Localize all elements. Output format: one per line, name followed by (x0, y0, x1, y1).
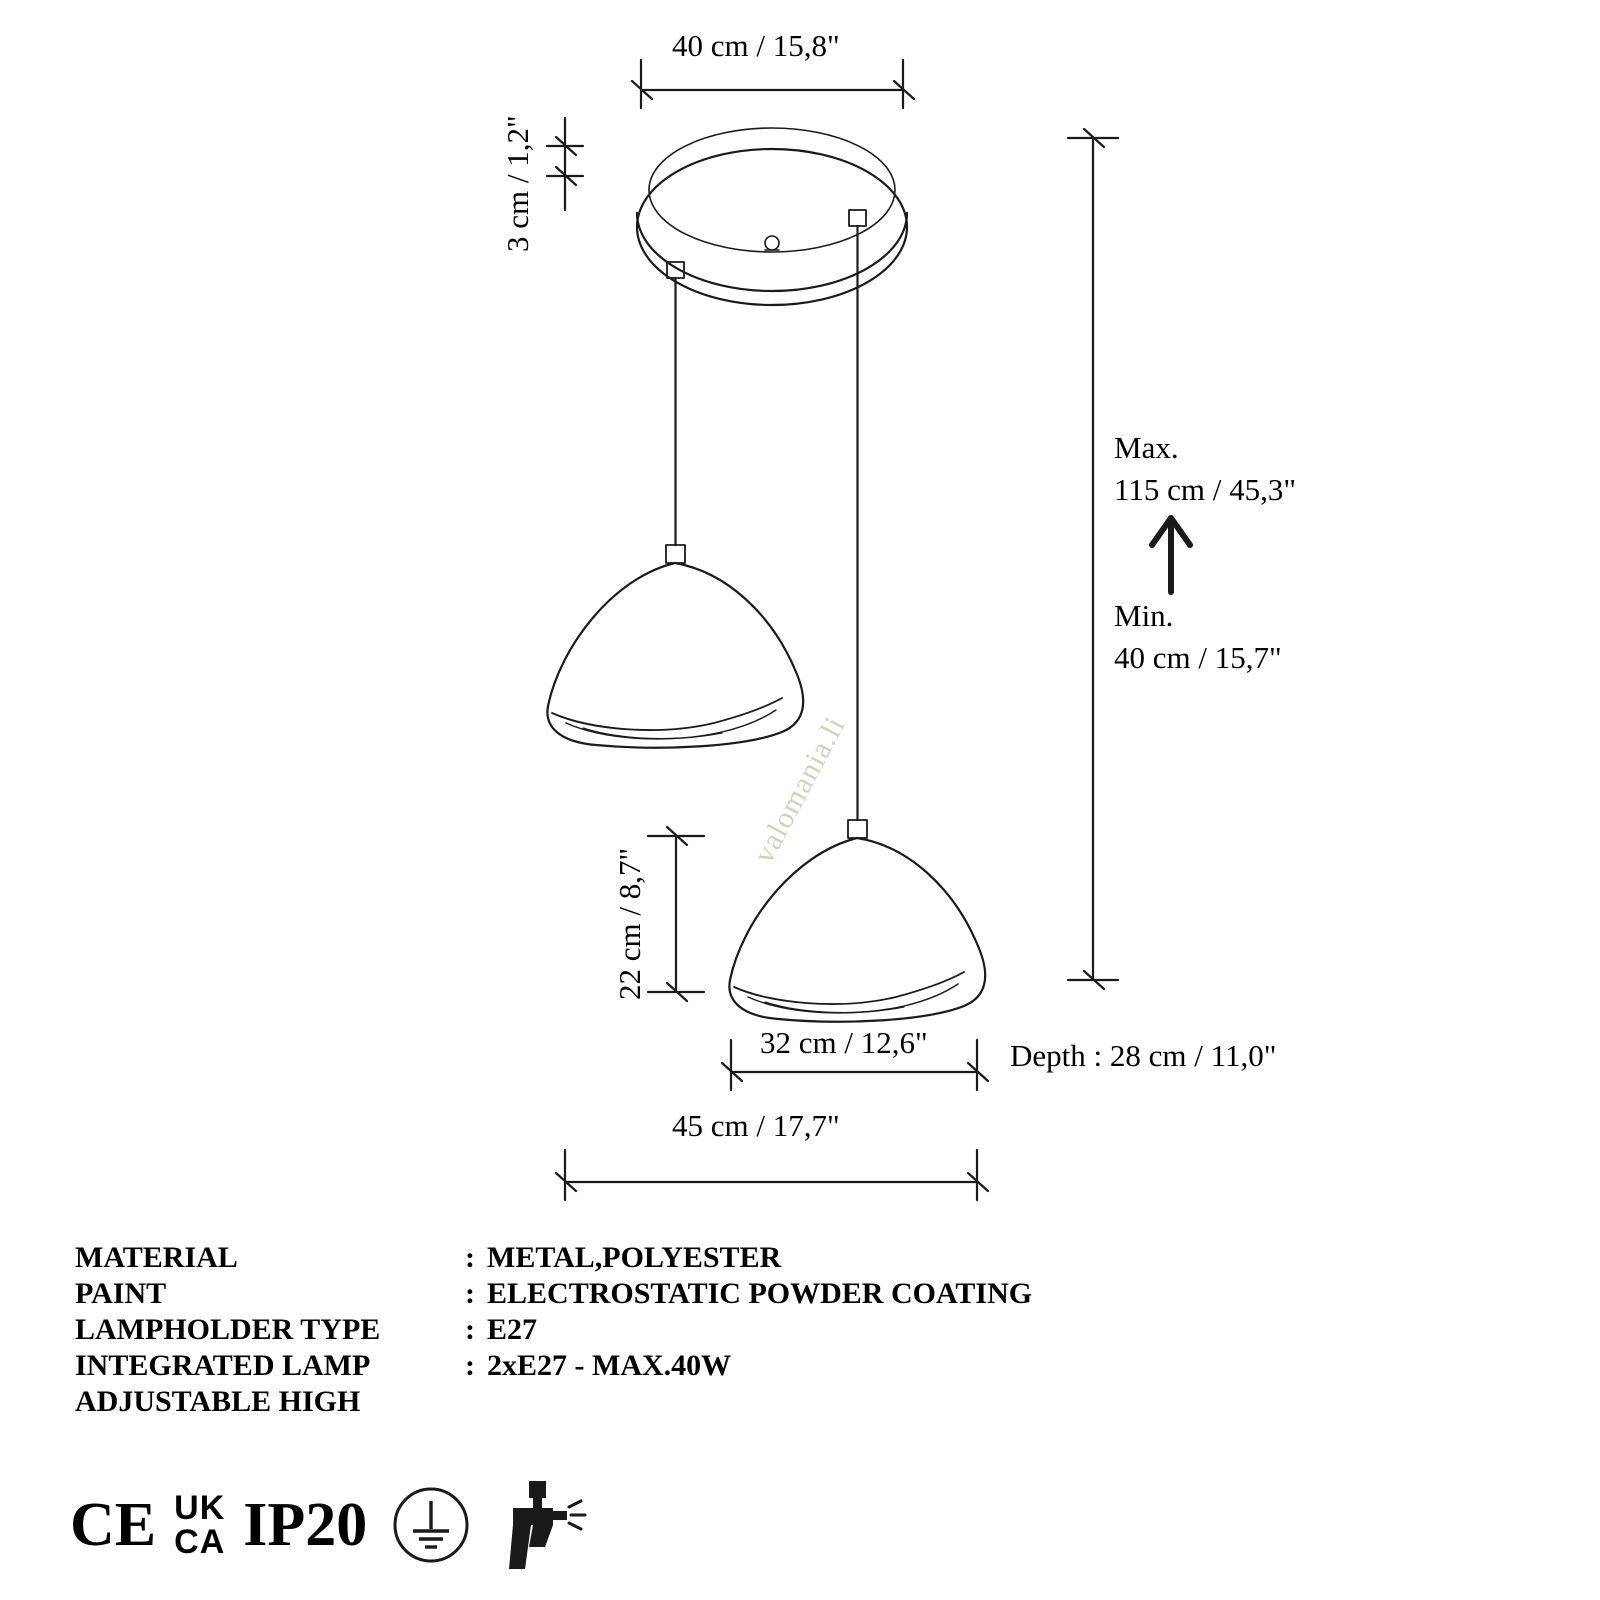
spec-row-integrated-lamp (75, 1348, 1032, 1384)
label-overall-width: 45 cm / 17,7" (672, 1108, 840, 1143)
spec-value-material: METAL,POLYESTER (487, 1241, 782, 1274)
ukca-line1: UK (174, 1489, 226, 1527)
label-max-drop-title: Max. (1114, 430, 1179, 465)
spec-key-material: MATERIAL (75, 1241, 238, 1274)
dim-canopy-height (547, 118, 583, 210)
label-canopy-diameter: 40 cm / 15,8" (672, 28, 840, 63)
earth-ground-icon (385, 1479, 477, 1571)
shade-left (547, 563, 803, 748)
label-shade-width: 32 cm / 12,6" (760, 1025, 928, 1060)
ip-rating-label: IP20 (243, 1491, 368, 1559)
spec-value-paint: ELECTROSTATIC POWDER COATING (487, 1277, 1033, 1310)
spray-gun-icon (495, 1477, 591, 1573)
certification-badges (70, 1480, 591, 1570)
label-max-drop-value: 115 cm / 45,3" (1114, 472, 1296, 507)
dim-shade-height (648, 827, 704, 1001)
ce-mark-icon: CE (70, 1491, 157, 1559)
shade-right (729, 838, 985, 1022)
label-shade-height: 22 cm / 8,7" (612, 847, 647, 1000)
label-min-drop-value: 40 cm / 15,7" (1114, 640, 1282, 675)
spec-colon: : (465, 1277, 475, 1310)
spec-row-paint (75, 1276, 1032, 1312)
spec-row-adjustable-high (75, 1384, 1032, 1420)
label-canopy-height: 3 cm / 1,2" (500, 115, 535, 252)
spec-key-paint: PAINT (75, 1277, 167, 1310)
spec-row-material (75, 1240, 1032, 1276)
dim-drop-height (1068, 129, 1118, 989)
watermark: valomania.li (747, 710, 852, 869)
ukca-line2: CA (174, 1523, 226, 1561)
spec-key-adjustable-high: ADJUSTABLE HIGH (75, 1385, 361, 1418)
dim-overall-width (556, 1150, 988, 1200)
label-min-drop-title: Min. (1114, 598, 1174, 633)
dim-canopy-diameter (632, 60, 914, 108)
cable-left (666, 262, 685, 563)
spec-key-lampholder-type: LAMPHOLDER TYPE (75, 1313, 381, 1346)
label-depth: Depth : 28 cm / 11,0" (1010, 1038, 1277, 1073)
cable-right (848, 210, 867, 838)
spec-colon: : (465, 1313, 475, 1346)
spec-value-integrated-lamp: 2xE27 - MAX.40W (487, 1349, 732, 1382)
spec-row-lampholder-type (75, 1312, 1032, 1348)
adjust-up-arrow (1152, 518, 1190, 592)
specification-table (75, 1240, 1032, 1420)
spec-colon: : (465, 1241, 475, 1274)
spec-value-lampholder-type: E27 (487, 1313, 538, 1346)
ukca-mark-icon (174, 1491, 225, 1559)
spec-key-integrated-lamp: INTEGRATED LAMP (75, 1349, 371, 1382)
spec-colon: : (465, 1349, 475, 1382)
